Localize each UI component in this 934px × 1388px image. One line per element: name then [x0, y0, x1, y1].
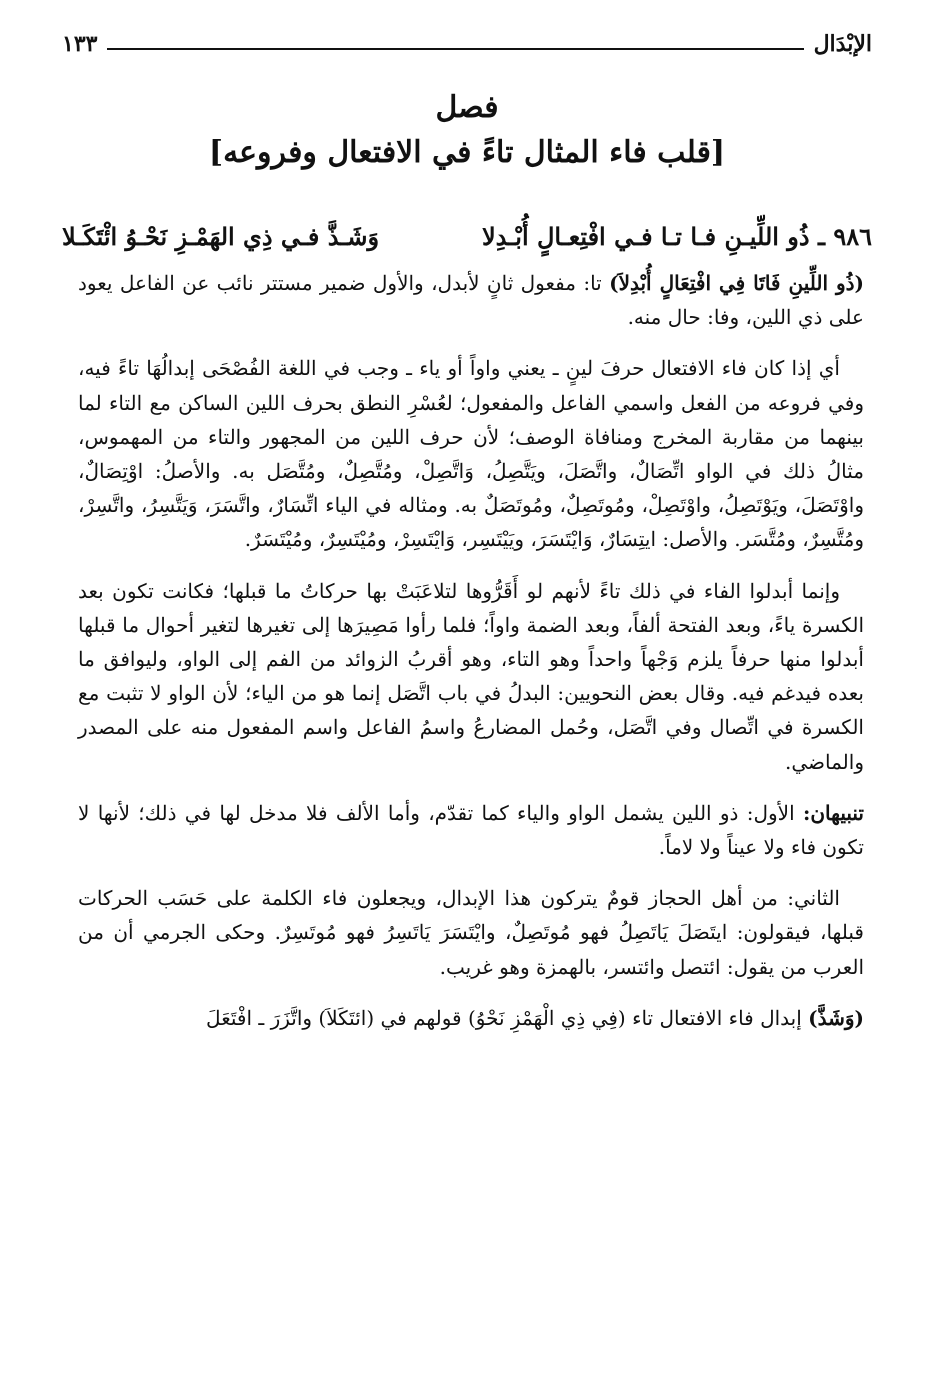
paragraph-notes — [78, 796, 864, 864]
body-text — [78, 266, 864, 1052]
header-rule — [107, 48, 803, 50]
paragraph-text: أي إذا كان فاء الافتعال حرفَ لينٍ ـ يعني واواً أو ياء ـ وجب في اللغة الفُصْحَى إبدالُهَا تاءً فيه، وفي فروعه من الفعل واسمي الفاعل والمفعول؛ لعُسْرِ النطق بحرف اللين الساكن مع التاء لما بينهما من مقاربة المخرج ومنافاة الوصف؛ لأن حرف اللين من المجهور والتاء من المهموس، مثالُ ذلك في الواو اتِّصَالٌ، واتَّصَلَ، ويَتَّصِلُ، وَاتَّصِلْ، ومُتَّصِلٌ، ومُتَّصَل به. والأصلُ: اوْتِصَالٌ، واوْتَصَلَ، ويَوْتَصِلُ، واوْتَصِلْ، ومُوتَصِلٌ، ومُوتَصَلٌ به. ومثاله في الياء اتِّسَارٌ، واتَّسَرَ، وَيَتَّسِرُ، واتَّسِرْ، ومُتَّسِرٌ، ومُتَّسَر. والأصل: ايتِسَارٌ، وَايْتَسَرَ، ويَيْتَسِر، وَايْتَسِرْ، ومُيْتَسِرٌ، ومُيْتَسَرٌ. — [78, 356, 864, 552]
paragraph-text: إبدال فاء الافتعال تاء (فِي ذِي الْهَمْزِ نَحْوُ) قولهم في (ائتَكَلاَ) واتَّزَرَ ـ افْتَعَلَ — [206, 1005, 809, 1030]
paragraph-text: الثاني: من أهل الحجاز قومٌ يتركون هذا الإبدال، ويجعلون فاء الكلمة على حَسَب الحركات قبلها، فيقولون: ايتَصَلَ يَاتَصِلُ فهو مُوتَصِلٌ، وايْتَسَرَ يَاتَسِرُ فهو مُوتَسِرٌ. وحكى الجرمي أن من العرب من يقول: ائتصل وائتسر، بالهمزة وهو غريب. — [78, 886, 864, 979]
chapter-title: الإبْدَال — [813, 31, 872, 57]
page-number: ١٣٣ — [62, 31, 98, 57]
section-title: فصل — [435, 90, 499, 125]
paragraph-text: الأول: ذو اللين يشمل الواو والياء كما تقدّم، وأما الألف فلا مدخل لها في ذلك؛ لأنها لا تكون فاء ولا عيناً ولا لاماً. — [78, 800, 864, 860]
section-heading — [62, 86, 872, 176]
paragraph-explanation — [78, 351, 864, 556]
verse-first-hemistich: ٩٨٦ ـ ذُو اللِّيـنِ فـا تـا فـي افْتِعـالٍ أُبْـدِلا — [481, 221, 872, 251]
verse-line — [62, 214, 872, 258]
paragraph-lead: تنبيهان: — [802, 800, 864, 825]
paragraph-lead: (ذُو اللِّينِ فَاتَا فِي افْتِعَالٍ أُبْدِلاَ) — [609, 271, 864, 295]
running-header — [62, 24, 872, 64]
paragraph-second-note — [78, 881, 864, 984]
paragraph-text: تا: مفعول ثانٍ لأبدل، والأول ضمير مستتر نائب عن الفاعل يعود على ذي اللين، وفا: حال منه. — [78, 271, 864, 330]
section-subtitle: [قلب فاء المثال تاءً في الافتعال وفروعه] — [208, 135, 726, 170]
paragraph-text: وإنما أبدلوا الفاء في ذلك تاءً لأنهم لو أَقَرُّوها لتلاعَبَتْ بها حركاتُ ما قبلها؛ فكانت تكون بعد الكسرة ياءً، وبعد الفتحة ألفاً، وبعد الضمة واواً؛ فلما رأوا مَصِيرَها إلى تغيرها لتغير أحوال ما قبلها أبدلوا منها حرفاً يلزم وَجْهاً واحداً وهو التاء، وهو أقربُ الزوائد من الفم إلى الواو، وليوافق ما بعده فيدغم فيه. وقال بعض النحويين: البدلُ في باب اتَّصَل إنما هو من الياء؛ لأن الواو لا تثبت مع الكسرة في اتِّصال وفي اتَّصَل، وحُمل المضارعُ واسمُ الفاعل واسم المفعول منه على المصدر والماضي. — [78, 578, 864, 774]
verse-second-hemistich: وَشَـذَّ فـي ذِي الهَمْـزِ نَحْـوُ ائْتَكَـلا — [62, 221, 380, 251]
paragraph-irregular — [78, 1001, 864, 1035]
paragraph-lead: (وَشَذَّ) — [808, 1005, 864, 1030]
paragraph-reason — [78, 574, 864, 779]
paragraph-commentary — [78, 266, 864, 334]
